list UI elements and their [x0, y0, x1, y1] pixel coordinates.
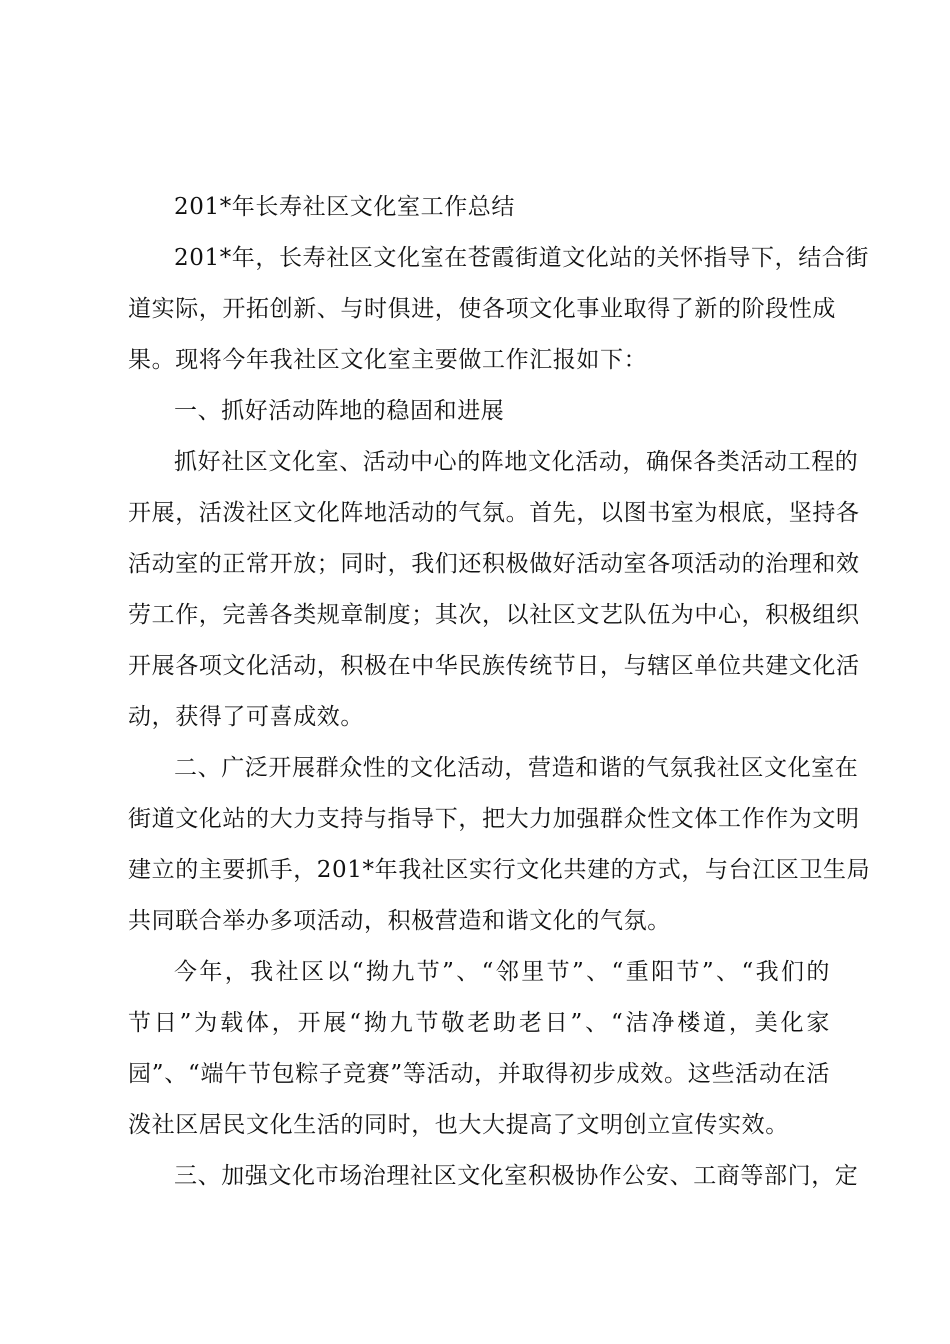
- paragraph-3-line-2: 街道文化站的大力支持与指导下，把大力加强群众性文体工作作为文明: [128, 806, 860, 832]
- paragraph-4-line-2: 节日”为载体，开展“拗九节敬老助老日”、“洁净楼道，美化家: [128, 1010, 830, 1036]
- paragraph-3-line-1: 二、广泛开展群众性的文化活动，营造和谐的气氛我社区文化室在: [174, 755, 859, 781]
- paragraph-2-line-4: 劳工作，完善各类规章制度；其次，以社区文艺队伍为中心，积极组织: [128, 602, 860, 628]
- paragraph-2-line-2: 开展，活泼社区文化阵地活动的气氛。首先，以图书室为根底，坚持各: [128, 500, 860, 526]
- paragraph-1-line-3: 果。现将今年我社区文化室主要做工作汇报如下：: [128, 347, 648, 373]
- paragraph-1-line-1: 201*年，长寿社区文化室在苍霞街道文化站的关怀指导下，结合街: [174, 245, 869, 271]
- paragraph-3-line-4: 共同联合举办多项活动，积极营造和谐文化的气氛。: [128, 908, 671, 934]
- paragraph-1-line-2: 道实际，开拓创新、与时俱进，使各项文化事业取得了新的阶段性成: [128, 296, 836, 322]
- paragraph-2-line-3: 活动室的正常开放；同时，我们还积极做好活动室各项活动的治理和效: [128, 551, 860, 577]
- document-title: 201*年长寿社区文化室工作总结: [174, 194, 515, 220]
- paragraph-2-line-6: 动，获得了可喜成效。: [128, 704, 364, 730]
- paragraph-4-line-4: 泼社区居民文化生活的同时，也大大提高了文明创立宣传实效。: [128, 1112, 789, 1138]
- paragraph-2-line-1: 抓好社区文化室、活动中心的阵地文化活动，确保各类活动工程的: [174, 449, 859, 475]
- section-heading-1: 一、抓好活动阵地的稳固和进展: [174, 398, 505, 424]
- paragraph-4-line-1: 今年，我社区以“拗九节”、“邻里节”、“重阳节”、“我们的: [174, 959, 830, 985]
- section-heading-3-line-1: 三、加强文化市场治理社区文化室积极协作公安、工商等部门，定: [174, 1163, 859, 1189]
- paragraph-3-line-3: 建立的主要抓手，201*年我社区实行文化共建的方式，与台江区卫生局: [128, 857, 871, 883]
- paragraph-2-line-5: 开展各项文化活动，积极在中华民族传统节日，与辖区单位共建文化活: [128, 653, 860, 679]
- paragraph-4-line-3: 园”、“端午节包粽子竞赛”等活动，并取得初步成效。这些活动在活: [128, 1061, 830, 1087]
